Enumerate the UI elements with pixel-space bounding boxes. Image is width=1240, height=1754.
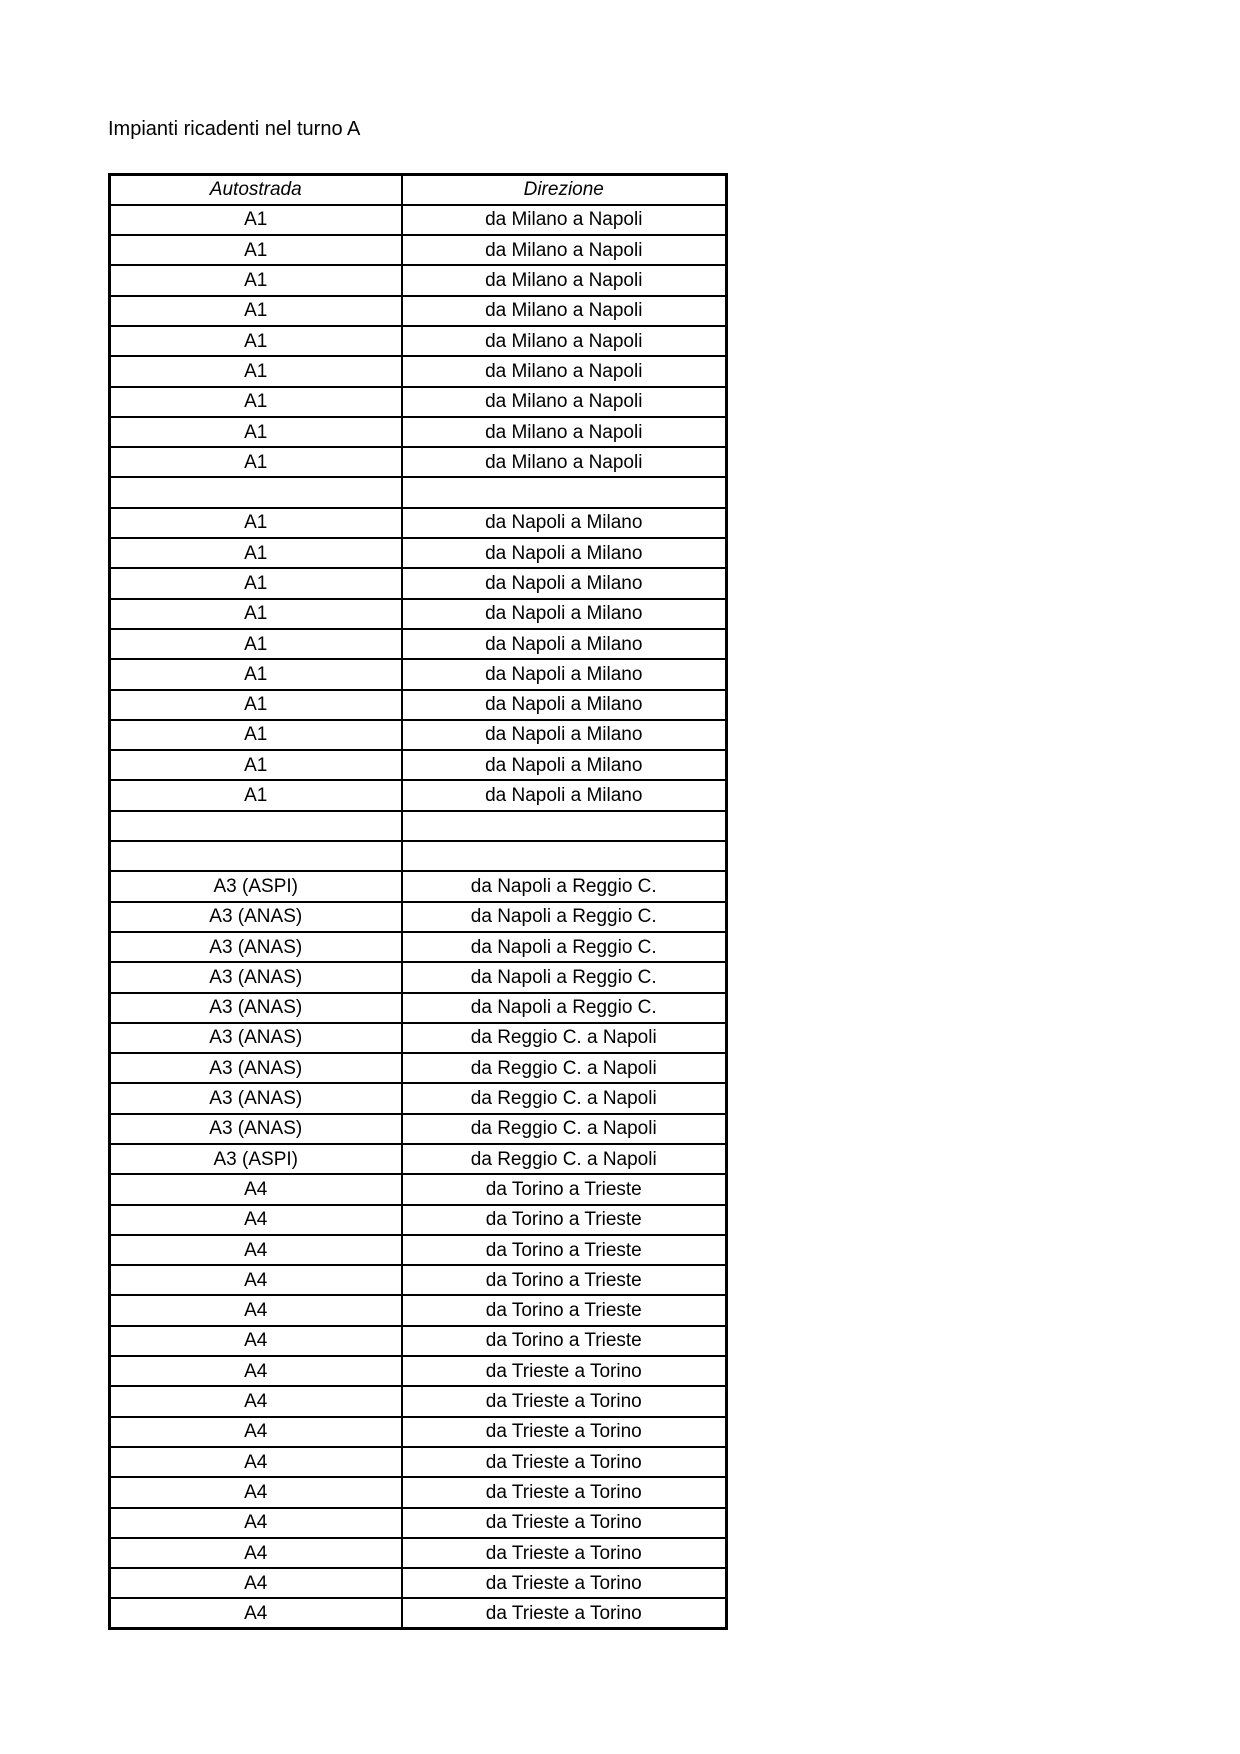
page-title: Impianti ricadenti nel turno A <box>108 118 361 140</box>
autostrada-cell: A3 (ANAS) <box>110 1083 402 1113</box>
direzione-cell: da Napoli a Reggio C. <box>402 993 727 1023</box>
table-row <box>110 780 727 810</box>
autostrada-cell: A1 <box>110 720 402 750</box>
table-row <box>110 1174 727 1204</box>
autostrada-cell: A4 <box>110 1265 402 1295</box>
direzione-cell: da Milano a Napoli <box>402 387 727 417</box>
direzione-cell: da Napoli a Milano <box>402 568 727 598</box>
autostrada-cell: A4 <box>110 1538 402 1568</box>
autostrada-cell: A4 <box>110 1417 402 1447</box>
table-row <box>110 1083 727 1113</box>
autostrada-cell <box>110 841 402 871</box>
autostrada-cell: A4 <box>110 1174 402 1204</box>
direzione-cell: da Milano a Napoli <box>402 417 727 447</box>
autostrada-cell: A1 <box>110 235 402 265</box>
direzione-cell: da Trieste a Torino <box>402 1386 727 1416</box>
autostrada-cell: A4 <box>110 1508 402 1538</box>
autostrada-cell: A3 (ANAS) <box>110 932 402 962</box>
direzione-cell: da Milano a Napoli <box>402 326 727 356</box>
table-row <box>110 1447 727 1477</box>
autostrada-cell: A1 <box>110 265 402 295</box>
shifts-table <box>108 173 728 1630</box>
autostrada-cell: A1 <box>110 690 402 720</box>
direzione-cell: da Napoli a Milano <box>402 659 727 689</box>
direzione-cell: da Napoli a Milano <box>402 720 727 750</box>
autostrada-cell: A3 (ANAS) <box>110 902 402 932</box>
table-row <box>110 659 727 689</box>
table-row <box>110 447 727 477</box>
table-row <box>110 1144 727 1174</box>
direzione-cell: da Torino a Trieste <box>402 1174 727 1204</box>
direzione-cell: da Torino a Trieste <box>402 1235 727 1265</box>
autostrada-cell: A4 <box>110 1386 402 1416</box>
direzione-cell: da Napoli a Reggio C. <box>402 962 727 992</box>
autostrada-cell: A1 <box>110 780 402 810</box>
direzione-cell <box>402 811 727 841</box>
autostrada-cell: A4 <box>110 1447 402 1477</box>
autostrada-cell: A1 <box>110 568 402 598</box>
autostrada-cell: A3 (ANAS) <box>110 993 402 1023</box>
table-row <box>110 1477 727 1507</box>
table-row <box>110 1356 727 1386</box>
table-row <box>110 750 727 780</box>
autostrada-cell: A1 <box>110 599 402 629</box>
table-row <box>110 387 727 417</box>
direzione-cell: da Milano a Napoli <box>402 296 727 326</box>
autostrada-cell: A1 <box>110 629 402 659</box>
table-row <box>110 296 727 326</box>
direzione-cell: da Milano a Napoli <box>402 356 727 386</box>
table-row <box>110 993 727 1023</box>
direzione-cell: da Torino a Trieste <box>402 1295 727 1325</box>
autostrada-cell: A3 (ANAS) <box>110 1053 402 1083</box>
direzione-cell: da Torino a Trieste <box>402 1265 727 1295</box>
table-row <box>110 205 727 235</box>
autostrada-cell <box>110 477 402 507</box>
direzione-cell: da Trieste a Torino <box>402 1598 727 1628</box>
autostrada-cell: A1 <box>110 417 402 447</box>
autostrada-cell: A4 <box>110 1356 402 1386</box>
autostrada-cell: A1 <box>110 447 402 477</box>
autostrada-cell: A4 <box>110 1326 402 1356</box>
table-row <box>110 326 727 356</box>
direzione-cell: da Reggio C. a Napoli <box>402 1023 727 1053</box>
direzione-cell: da Milano a Napoli <box>402 205 727 235</box>
column-header-direzione: Direzione <box>402 175 727 205</box>
autostrada-cell: A4 <box>110 1568 402 1598</box>
autostrada-cell: A3 (ANAS) <box>110 962 402 992</box>
table-row <box>110 538 727 568</box>
table-row <box>110 1326 727 1356</box>
table-row <box>110 356 727 386</box>
table-row <box>110 235 727 265</box>
direzione-cell <box>402 841 727 871</box>
direzione-cell: da Napoli a Reggio C. <box>402 871 727 901</box>
autostrada-cell: A4 <box>110 1598 402 1628</box>
direzione-cell: da Reggio C. a Napoli <box>402 1083 727 1113</box>
direzione-cell: da Napoli a Milano <box>402 599 727 629</box>
autostrada-cell: A1 <box>110 387 402 417</box>
table-row <box>110 1417 727 1447</box>
table-row <box>110 1386 727 1416</box>
table-row <box>110 1295 727 1325</box>
autostrada-cell: A1 <box>110 296 402 326</box>
direzione-cell: da Reggio C. a Napoli <box>402 1114 727 1144</box>
direzione-cell: da Napoli a Reggio C. <box>402 932 727 962</box>
table-row <box>110 508 727 538</box>
table-row <box>110 932 727 962</box>
direzione-cell: da Napoli a Milano <box>402 508 727 538</box>
autostrada-cell: A1 <box>110 508 402 538</box>
direzione-cell: da Torino a Trieste <box>402 1326 727 1356</box>
autostrada-cell <box>110 811 402 841</box>
autostrada-cell: A3 (ASPI) <box>110 871 402 901</box>
direzione-cell: da Napoli a Milano <box>402 780 727 810</box>
autostrada-cell: A4 <box>110 1477 402 1507</box>
autostrada-cell: A4 <box>110 1205 402 1235</box>
autostrada-cell: A1 <box>110 538 402 568</box>
direzione-cell: da Trieste a Torino <box>402 1477 727 1507</box>
table-row <box>110 1598 727 1628</box>
direzione-cell: da Trieste a Torino <box>402 1447 727 1477</box>
autostrada-cell: A1 <box>110 356 402 386</box>
table-row <box>110 1538 727 1568</box>
table-row <box>110 720 727 750</box>
autostrada-cell: A3 (ANAS) <box>110 1114 402 1144</box>
direzione-cell: da Napoli a Milano <box>402 538 727 568</box>
table-row-empty <box>110 811 727 841</box>
table-row-empty <box>110 841 727 871</box>
direzione-cell: da Milano a Napoli <box>402 447 727 477</box>
table-row <box>110 265 727 295</box>
table-row <box>110 417 727 447</box>
direzione-cell: da Trieste a Torino <box>402 1538 727 1568</box>
direzione-cell: da Trieste a Torino <box>402 1417 727 1447</box>
table-row <box>110 1568 727 1598</box>
direzione-cell <box>402 477 727 507</box>
direzione-cell: da Trieste a Torino <box>402 1356 727 1386</box>
direzione-cell: da Reggio C. a Napoli <box>402 1144 727 1174</box>
autostrada-cell: A4 <box>110 1235 402 1265</box>
table-row <box>110 1023 727 1053</box>
direzione-cell: da Milano a Napoli <box>402 265 727 295</box>
direzione-cell: da Trieste a Torino <box>402 1568 727 1598</box>
table-row <box>110 1053 727 1083</box>
table-row <box>110 1114 727 1144</box>
table-row <box>110 902 727 932</box>
table-row-empty <box>110 477 727 507</box>
table-row <box>110 1205 727 1235</box>
direzione-cell: da Napoli a Milano <box>402 690 727 720</box>
table-row <box>110 871 727 901</box>
table-row <box>110 629 727 659</box>
table-row <box>110 962 727 992</box>
table-row <box>110 568 727 598</box>
direzione-cell: da Milano a Napoli <box>402 235 727 265</box>
autostrada-cell: A1 <box>110 750 402 780</box>
table-row <box>110 690 727 720</box>
direzione-cell: da Napoli a Milano <box>402 750 727 780</box>
autostrada-cell: A1 <box>110 326 402 356</box>
autostrada-cell: A1 <box>110 205 402 235</box>
table-row <box>110 1235 727 1265</box>
table-row <box>110 1508 727 1538</box>
table-row <box>110 599 727 629</box>
autostrada-cell: A4 <box>110 1295 402 1325</box>
table-row <box>110 1265 727 1295</box>
autostrada-cell: A1 <box>110 659 402 689</box>
header-row <box>110 175 727 205</box>
direzione-cell: da Trieste a Torino <box>402 1508 727 1538</box>
autostrada-cell: A3 (ANAS) <box>110 1023 402 1053</box>
direzione-cell: da Napoli a Reggio C. <box>402 902 727 932</box>
column-header-autostrada: Autostrada <box>110 175 402 205</box>
direzione-cell: da Torino a Trieste <box>402 1205 727 1235</box>
autostrada-cell: A3 (ASPI) <box>110 1144 402 1174</box>
direzione-cell: da Napoli a Milano <box>402 629 727 659</box>
direzione-cell: da Reggio C. a Napoli <box>402 1053 727 1083</box>
